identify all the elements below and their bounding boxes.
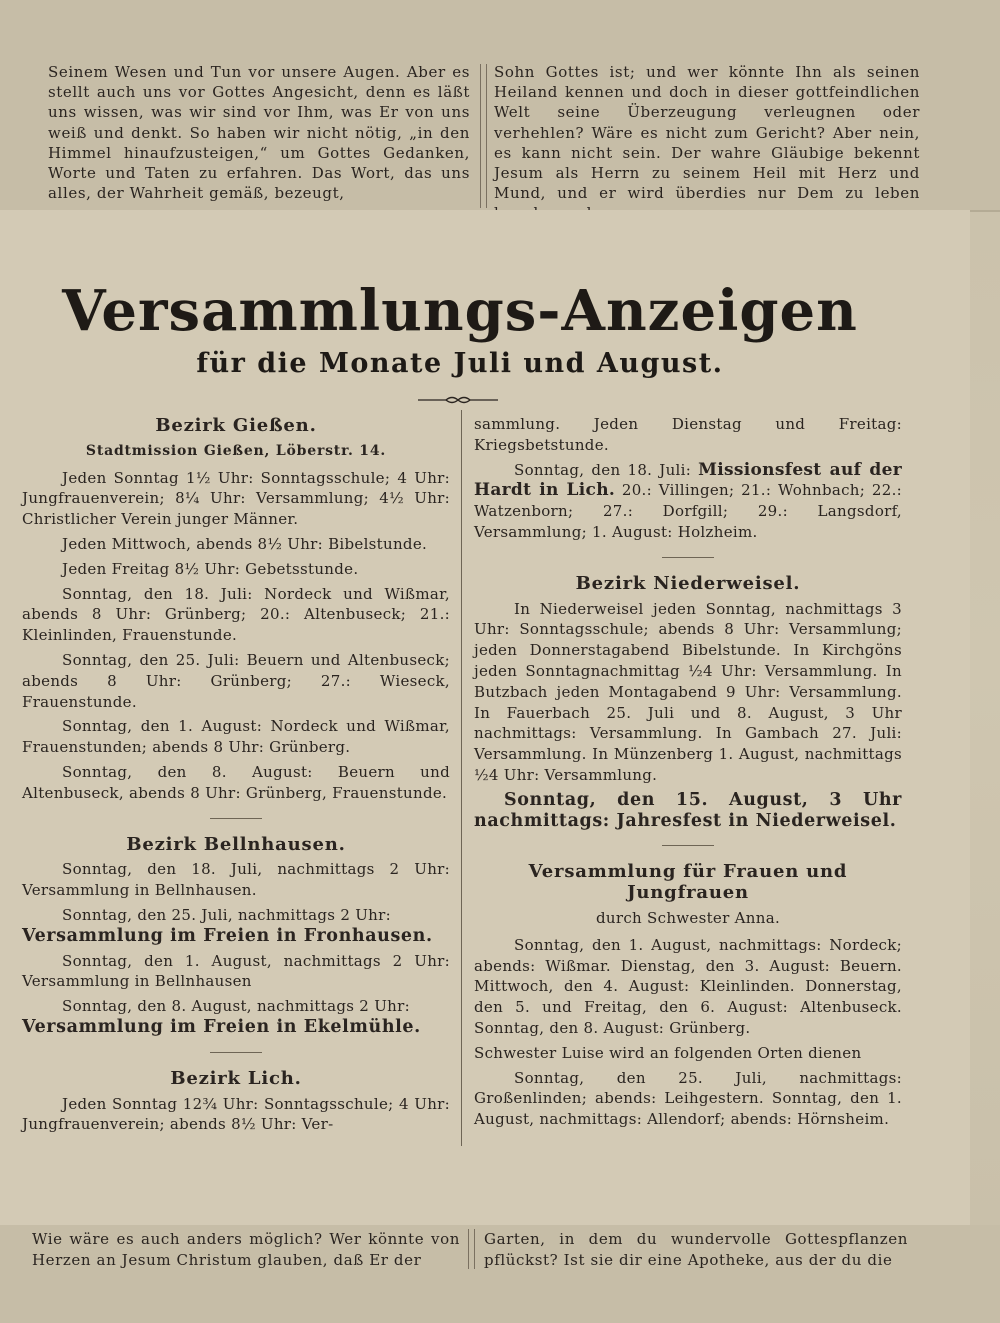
top-strip-left-text: Seinem Wesen und Tun vor unsere Augen. Aber es stellt auch uns vor Gottes Angesicht, denn es läßt uns wissen, was wir sind vor Ihm, was Er von uns weiß und denkt. So haben wir nicht nötig, „in den Himmel hinaufzusteigen,“ um Gottes Gedanken, Worte und Taten zu erfahren. Das Wort, das uns alles, der Wahrheit gemäß, bezeugt,	[48, 63, 470, 203]
paragraph: Jeden Sonntag 1½ Uhr: Sonntagsschule; 4 Uhr: Jungfrauenverein; 8¼ Uhr: Versammlung; 4½ Uhr: Christlicher Verein junger Männer.	[22, 468, 450, 529]
left-column	[22, 414, 450, 1139]
page-title: Versammlungs-Anzeigen	[62, 278, 858, 344]
paragraph: Sonntag, den 1. August, nachmittags 2 Uhr: Versammlung in Bellnhausen	[22, 951, 450, 991]
paragraph: Sonntag, den 8. August: Beuern und Altenbuseck, abends 8 Uhr: Grünberg, Frauenstunde.	[22, 762, 450, 802]
highlight-line: Versammlung im Freien in Fronhausen.	[22, 925, 433, 946]
paragraph: Sonntag, den 8. August, nachmittags 2 Uhr:	[62, 997, 410, 1016]
paragraph: Jeden Mittwoch, abends 8½ Uhr: Bibelstunde.	[62, 534, 428, 553]
paragraph: Sonntag, den 1. August: Nordeck und Wißmar, Frauenstunden; abends 8 Uhr: Grünberg.	[22, 717, 450, 757]
bottom-strip-left-text: Wie wäre es auch anders möglich? Wer könnte von Herzen an Jesum Christum glauben, daß Er der	[32, 1230, 460, 1269]
highlight-text: Missionsfest auf der Hardt in Lich.	[474, 459, 902, 501]
section-rule	[662, 845, 714, 846]
paragraph: sammlung. Jeden Dienstag und Freitag: Kriegsbetstunde.	[474, 415, 902, 454]
column-divider-double	[468, 1229, 475, 1269]
paragraph	[474, 460, 902, 543]
paragraph: Schwester Luise wird an folgenden Orten dienen	[474, 1043, 862, 1062]
bottom-strip-right-text: Garten, in dem du wundervolle Gottespflanzen pflückst? Ist sie dir eine Apotheke, aus der du die	[484, 1230, 908, 1269]
page-subtitle: für die Monate Juli und August.	[196, 348, 724, 379]
paragraph-text: 20.: Villingen; 21.: Wohnbach; 22.: Watzenborn; 27.: Dorfgill; 29.: Langsdorf, Versammlung; 1. August: Holzheim.	[474, 481, 902, 541]
ornament-divider-icon	[416, 394, 500, 406]
paragraph: Sonntag, den 1. August, nachmittags: Nordeck; abends: Wißmar. Dienstag, den 3. August: Beuern. Mittwoch, den 4. August: Kleinlinden. Donnerstag, den 5. und Freitag, den 6. August: Altenbuseck. Sonntag, den 8. August: Grünberg.	[474, 935, 902, 1037]
paragraph: Jeden Sonntag 12¾ Uhr: Sonntagsschule; 4 Uhr: Jungfrauenverein; abends 8½ Uhr: Ver-	[22, 1094, 450, 1134]
top-strip-left-column	[48, 62, 470, 203]
highlight-line: Sonntag, den 15. August, 3 Uhr nachmittags: Jahresfest in Niederweisel.	[474, 789, 902, 831]
next-page-strip	[0, 1225, 1000, 1323]
date-text: Sonntag, den 18. Juli:	[514, 460, 692, 479]
previous-page-strip	[0, 0, 1000, 212]
district-subheading-giessen: Stadtmission Gießen, Löberstr. 14.	[85, 442, 387, 459]
district-heading-giessen: Bezirk Gießen.	[155, 415, 317, 436]
paragraph: Jeden Freitag 8½ Uhr: Gebetsstunde.	[62, 559, 359, 578]
bottom-strip-left-column	[32, 1229, 460, 1271]
top-strip-right-column	[494, 62, 920, 224]
column-divider-double	[480, 64, 487, 208]
paragraph: Sonntag, den 18. Juli: Nordeck und Wißmar, abends 8 Uhr: Grünberg; 20.: Altenbuseck; 21.: Kleinlinden, Frauenstunde.	[22, 584, 450, 645]
section-heading-frauen: Versammlung für Frauen und Jungfrauen	[528, 861, 848, 904]
district-heading-lich: Bezirk Lich.	[170, 1067, 302, 1089]
district-heading-niederweisel: Bezirk Niederweisel.	[575, 572, 801, 594]
paragraph: Sonntag, den 25. Juli, nachmittags 2 Uhr:	[62, 905, 391, 924]
right-column	[474, 414, 902, 1134]
paragraph: Sonntag, den 18. Juli, nachmittags 2 Uhr: Versammlung in Bellnhausen.	[22, 860, 450, 900]
top-strip-right-text: Sohn Gottes ist; und wer könnte Ihn als seinen Heiland kennen und doch in dieser gottfeindlichen Welt seine Überzeugung verleugnen oder verhehlen? Wäre es nicht zum Gericht? Aber nein, es kann nicht sein. Der wahre Gläubige bekennt Jesum als Herrn zu seinem Heil mit Herz und Mund, und er wird überdies nur Dem zu leben	[494, 63, 920, 203]
paragraph: In Niederweisel jeden Sonntag, nachmittags 3 Uhr: Sonntagsschule; abends 8 Uhr: Versammlung; jeden Donnerstagabend Bibelstunde. In Kirchgöns jeden Sonntagnachmittag ½4 Uhr: Versammlung. In Butzbach jeden Montagabend 9 Uhr: Versammlung. In Fauerbach 25. Juli und 8. August, 3 Uhr nachmittags: Versammlung. In Gambach 27. Juli: Versammlung. In Münzenberg 1. August, nachmittags ½4 Uhr: Versammlung.	[474, 599, 902, 784]
district-heading-bellnhausen: Bezirk Bellnhausen.	[126, 833, 346, 855]
column-divider	[461, 410, 462, 1146]
paragraph: Sonntag, den 25. Juli, nachmittags: Großenlinden; abends: Leihgestern. Sonntag, den 1. August, nachmittags: Allendorf; abends: Hörnsheim.	[474, 1068, 902, 1129]
paragraph: Sonntag, den 25. Juli: Beuern und Altenbuseck; abends 8 Uhr: Grünberg; 27.: Wieseck, Frauenstunde.	[22, 650, 450, 711]
section-rule	[210, 1052, 262, 1053]
highlight-line: Versammlung im Freien in Ekelmühle.	[22, 1016, 421, 1037]
bottom-strip-right-column	[484, 1229, 908, 1271]
section-rule	[662, 557, 714, 558]
section-subheading: durch Schwester Anna.	[595, 908, 781, 927]
section-rule	[210, 818, 262, 819]
